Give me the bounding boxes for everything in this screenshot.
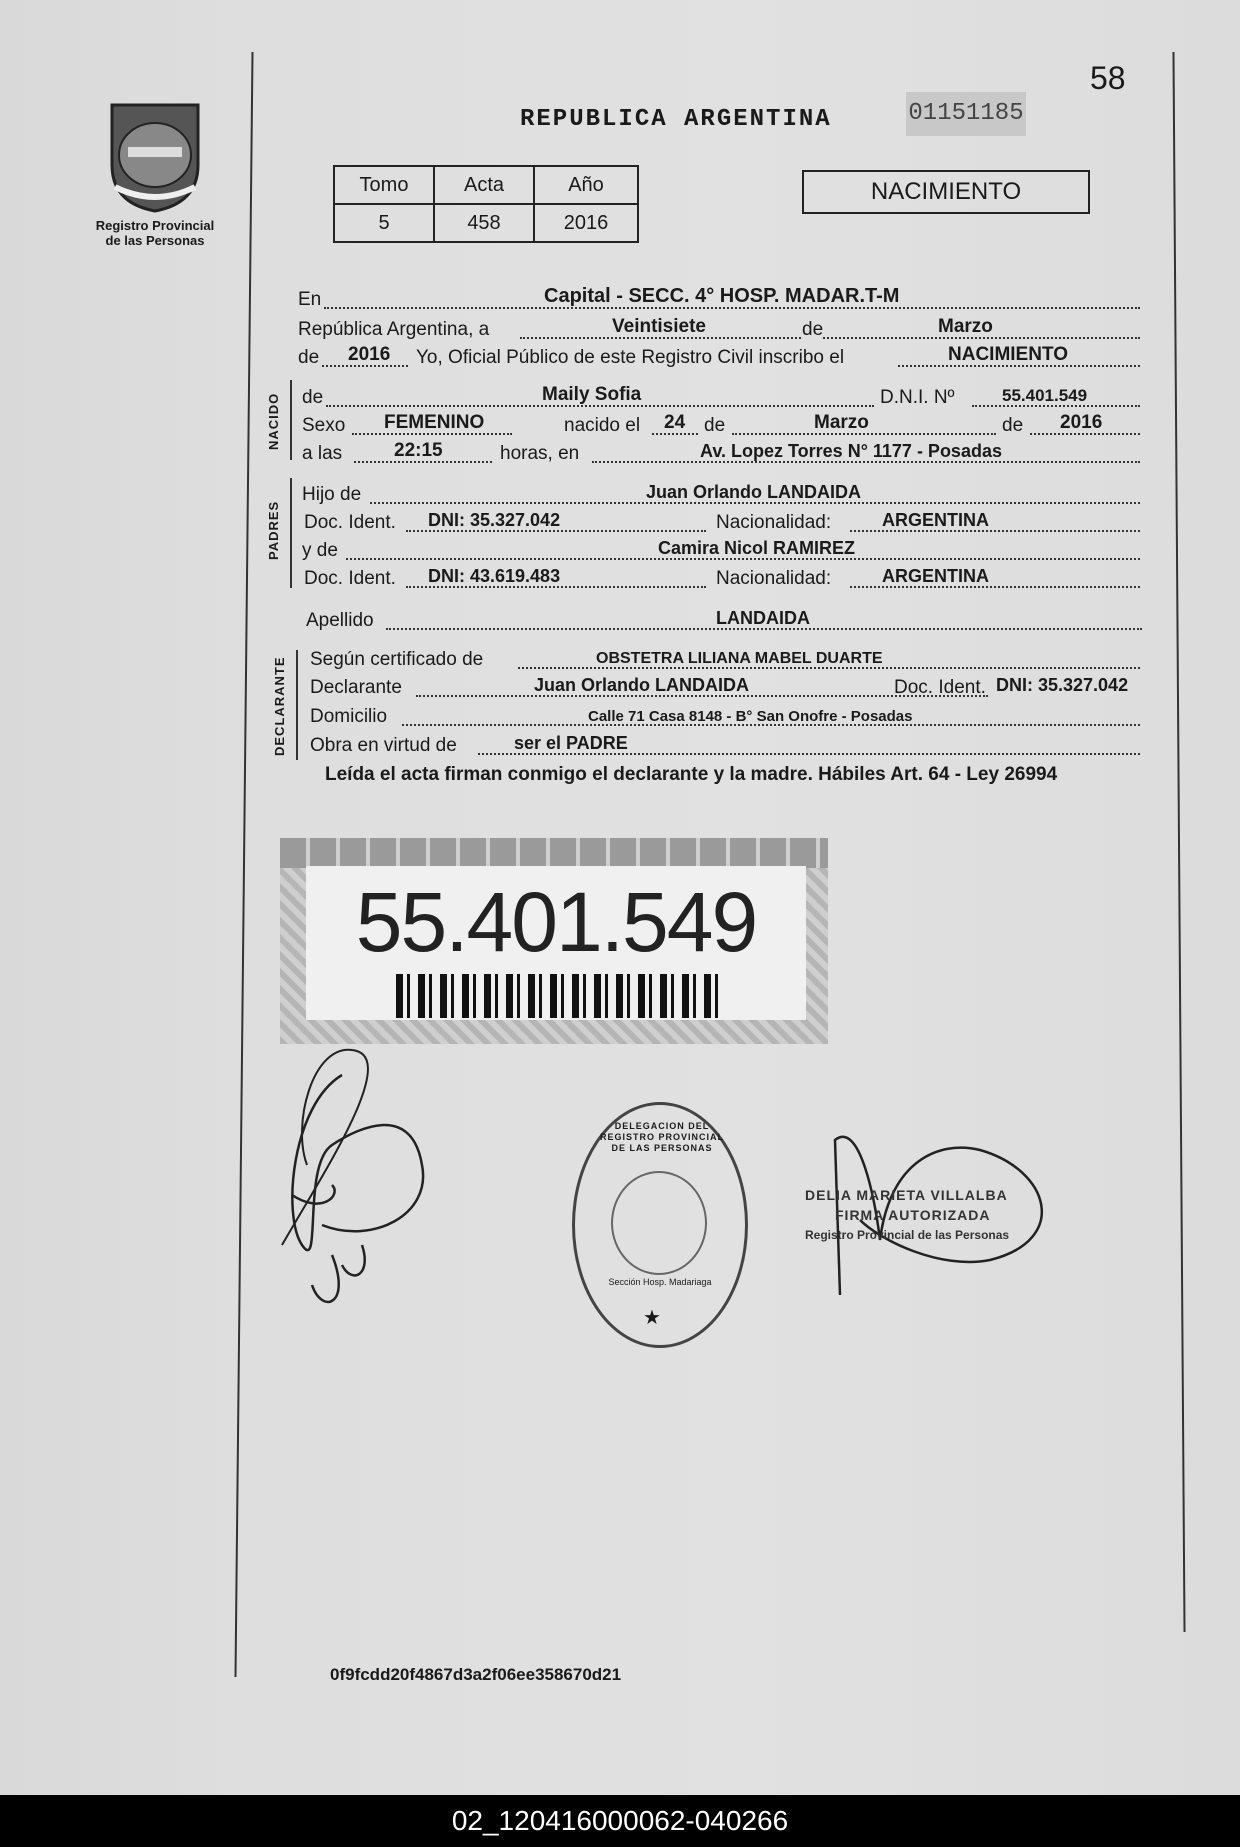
mother-nat-label: Nacionalidad: [716, 568, 832, 589]
mother-doc-row [304, 562, 1140, 592]
signer-org: Registro Provincial de las Personas [805, 1228, 1010, 1242]
signer-name: DELIA MARIETA VILLALBA [805, 1187, 1008, 1203]
surname-row [306, 604, 1142, 634]
nacido-bracket [290, 380, 292, 460]
address-value: Calle 71 Casa 8148 - B° San Onofre - Posadas [588, 708, 913, 725]
registry-seal-label [80, 218, 230, 248]
place-row [298, 283, 1140, 313]
father-nationality: ARGENTINA [882, 510, 989, 530]
father-doc: DNI: 35.327.042 [428, 510, 561, 530]
anio-header: Año [534, 166, 638, 204]
province-seal-icon [100, 95, 210, 215]
father-name: Juan Orlando LANDAIDA [646, 482, 862, 502]
de-name-label: de [302, 387, 324, 408]
child-name: Maily Sofia [542, 384, 642, 405]
year-prefix-label: de [298, 347, 320, 368]
de-label: de [802, 319, 824, 340]
birth-time: 22:15 [394, 440, 443, 461]
reason-value: ser el PADRE [514, 733, 628, 753]
year-value: 2016 [348, 344, 391, 365]
acta-header: Acta [434, 166, 534, 204]
birth-day: 24 [664, 412, 686, 433]
child-dni: 55.401.549 [1002, 386, 1088, 405]
birth-month: Marzo [814, 412, 869, 433]
day-value: Veintisiete [612, 316, 706, 337]
signer-block [805, 1185, 1009, 1245]
father-doc-label: Doc. Ident. [304, 512, 396, 533]
stamp-inner-text: Sección Hosp. Madariaga [608, 1277, 712, 1287]
registry-name-line2: de las Personas [105, 233, 205, 248]
date-row [298, 313, 1140, 343]
father-doc-row [304, 506, 1140, 536]
nacido-side-label: NACIDO [266, 392, 281, 450]
statement-text: Yo, Oficial Público de este Registro Civil inscribo el [416, 347, 845, 368]
sticker-pattern [280, 838, 828, 868]
country-title: REPUBLICA ARGENTINA [520, 106, 832, 133]
declarante-bracket [296, 650, 298, 760]
certifier: OBSTETRA LILIANA MABEL DUARTE [596, 650, 883, 667]
a-las-label: a las [302, 443, 343, 464]
dni-label: D.N.I. Nº [880, 387, 955, 408]
birth-year: 2016 [1060, 412, 1103, 433]
sticker-label [306, 866, 806, 1020]
hijo-label: Hijo de [302, 484, 362, 505]
declarant-row [310, 671, 1140, 701]
acta-value: 458 [434, 204, 534, 242]
country-label: República Argentina, a [298, 319, 490, 340]
mother-doc-label: Doc. Ident. [304, 568, 396, 589]
surname-value: LANDAIDA [716, 608, 810, 628]
cert-label: Según certificado de [310, 649, 484, 670]
register-table [333, 165, 639, 243]
obra-label: Obra en virtud de [310, 735, 457, 756]
domicilio-label: Domicilio [310, 706, 388, 727]
stamp-ring-text: DELEGACION DEL REGISTRO PROVINCIAL DE LAS PERSONAS [599, 1121, 724, 1153]
left-margin-line [234, 52, 253, 1677]
declarante-label: Declarante [310, 677, 402, 698]
en-label: En [298, 289, 322, 310]
right-margin-line [1172, 52, 1185, 1632]
declarant-signature [262, 1045, 452, 1315]
nacido-el-label: nacido el [564, 415, 641, 436]
sticker-number: 55.401.549 [355, 875, 757, 969]
barcode [396, 974, 726, 1018]
year-row [298, 341, 1140, 371]
tomo-header: Tomo [334, 166, 434, 204]
sex-birth-row [302, 409, 1140, 439]
declarant-doc: DNI: 35.327.042 [996, 675, 1129, 695]
sexo-label: Sexo [302, 415, 346, 436]
stamp-emblem [611, 1171, 707, 1275]
father-nat-label: Nacionalidad: [716, 512, 832, 533]
event-value: NACIMIENTO [948, 344, 1068, 365]
declarante-side-label: DECLARANTE [272, 656, 287, 756]
horas-label: horas, en [500, 443, 580, 464]
mother-doc: DNI: 43.619.483 [428, 566, 561, 586]
de-label-2: de [704, 415, 726, 436]
reason-row [310, 729, 1140, 759]
mother-nationality: ARGENTINA [882, 566, 989, 586]
page-number: 58 [1090, 60, 1126, 96]
month-value: Marzo [938, 316, 993, 337]
mother-name: Camira Nicol RAMIREZ [658, 538, 856, 558]
mother-row [302, 534, 1140, 564]
document-hash: 0f9fcdd20f4867d3a2f06ee358670d21 [330, 1665, 622, 1684]
address-row [310, 700, 1140, 730]
padres-bracket [290, 478, 292, 588]
name-row [302, 381, 1140, 411]
signer-role: FIRMA AUTORIZADA [835, 1207, 991, 1223]
declarant-doc-label: Doc. Ident. [894, 677, 986, 698]
apellido-label: Apellido [306, 610, 374, 631]
anio-value: 2016 [534, 204, 638, 242]
footer-id: 02_120416000062-040266 [0, 1795, 1240, 1847]
time-place-row [302, 437, 1140, 467]
y-de-label: y de [302, 540, 338, 561]
stamp-star-icon: ★ [643, 1307, 661, 1329]
serial-number: 01151185 [906, 92, 1026, 136]
padres-side-label: PADRES [266, 500, 281, 560]
id-sticker [280, 838, 828, 1044]
place-value: Capital - SECC. 4° HOSP. MADAR.T-M [544, 285, 900, 307]
birth-place: Av. Lopez Torres N° 1177 - Posadas [700, 441, 1002, 461]
certificate-row [310, 643, 1140, 673]
declarant-name: Juan Orlando LANDAIDA [534, 675, 750, 695]
act-type-box: NACIMIENTO [802, 170, 1090, 214]
legal-note: Leída el acta firman conmigo el declarante y la madre. Hábiles Art. 64 - Ley 26994 [325, 764, 1058, 785]
father-row [302, 478, 1140, 508]
tomo-value: 5 [334, 204, 434, 242]
registry-name-line1: Registro Provincial [95, 218, 215, 233]
sexo-value: FEMENINO [384, 412, 485, 433]
de-label-3: de [1002, 415, 1024, 436]
official-stamp [572, 1102, 748, 1348]
